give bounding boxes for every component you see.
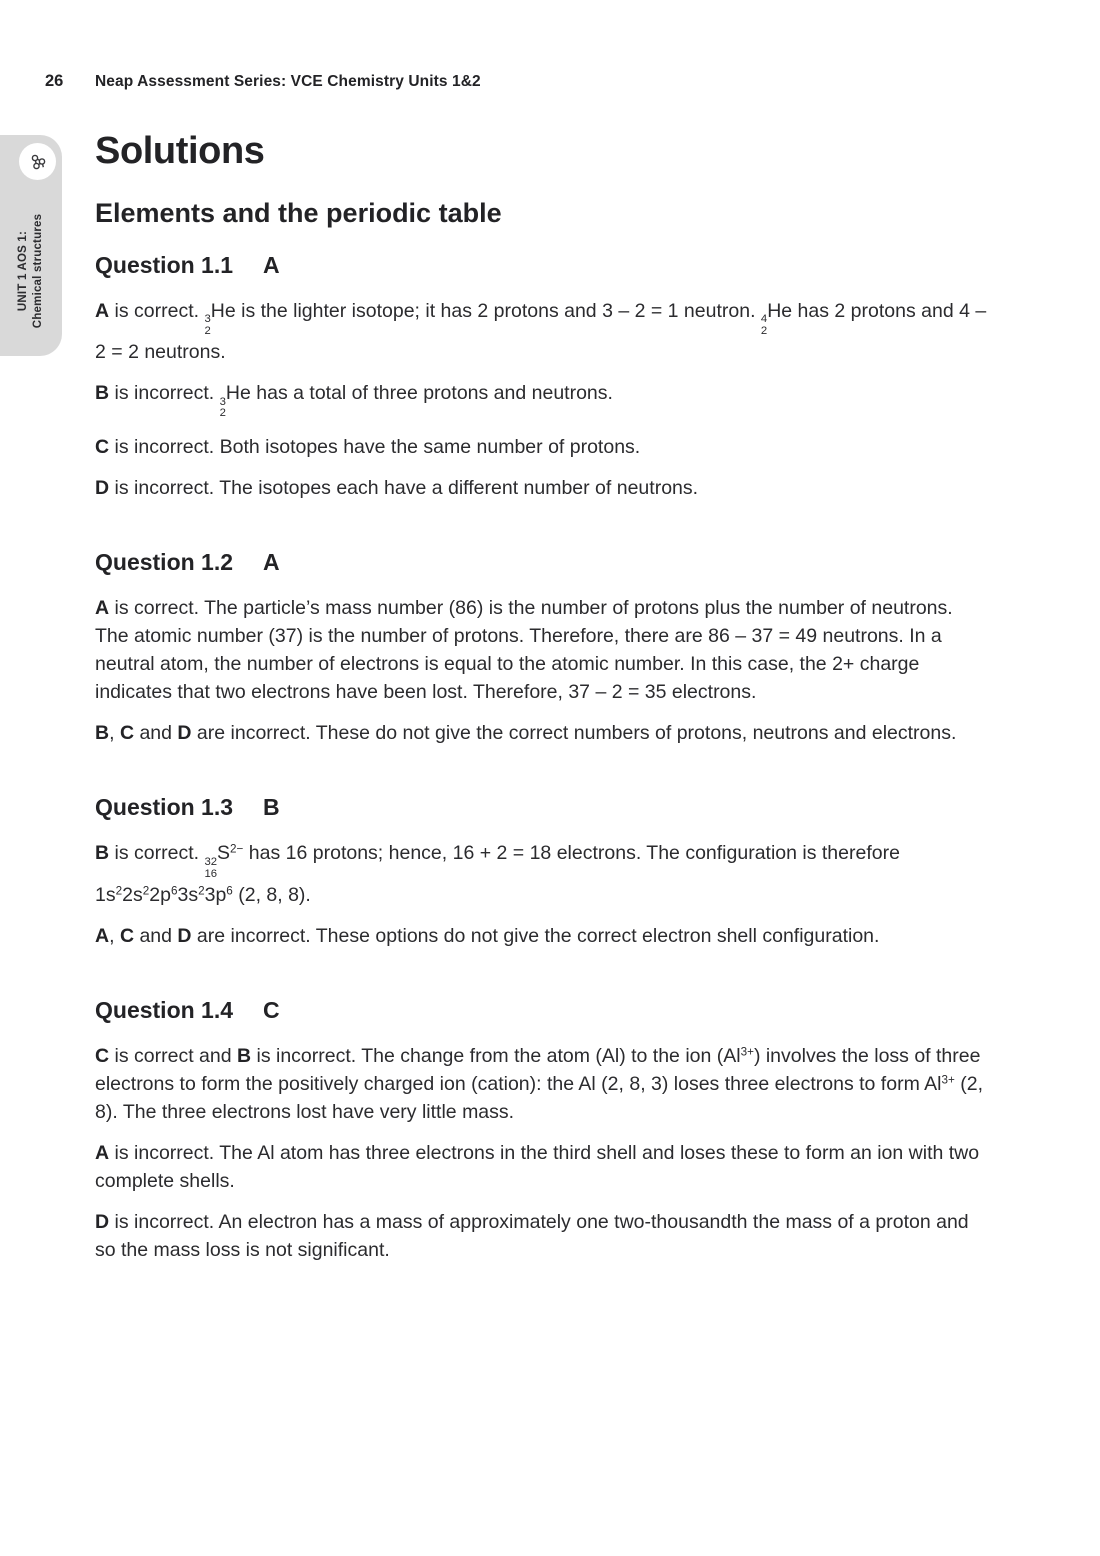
- bold-option-letter: C: [119, 722, 135, 745]
- text-run: is correct. The particle’s mass number (86) is the number of protons plus the number of neutrons. The atomic number (37) is the number of protons. Therefore, there are 86 – 37 = 49 neutrons. In a neutral atom, the number of electrons is equal to the atomic number. In this case, the 2+ charge indicates that two electrons have been lost. Therefore, 37 – 2 = 35 electrons.: [95, 597, 953, 704]
- text-run: is incorrect. Both isotopes have the same number of protons.: [109, 436, 641, 459]
- bold-option-letter: D: [95, 477, 110, 500]
- atomic-number: 2: [760, 325, 768, 338]
- text-run: and: [134, 722, 178, 745]
- text-run: ,: [109, 722, 120, 745]
- question-section: [95, 996, 988, 1264]
- question-heading: [95, 793, 988, 821]
- question-body: [95, 1042, 988, 1264]
- paragraph: [95, 1208, 988, 1264]
- question-heading: [95, 996, 988, 1024]
- paragraph: [95, 922, 988, 950]
- questions: [95, 251, 988, 1264]
- text-run: ) involves the loss of three electrons to form the positively charged ion (cation): the Al (2, 8, 3) loses three electrons to form Al: [95, 1044, 981, 1095]
- paragraph: [95, 379, 988, 420]
- question-body: [95, 594, 988, 747]
- bold-option-letter: A: [95, 924, 110, 947]
- bold-option-letter: A: [95, 597, 110, 620]
- unit-tab-circle: [19, 143, 56, 180]
- atomic-number: 2: [219, 407, 226, 420]
- bold-option-letter: B: [95, 842, 110, 865]
- question-label: Question 1.1: [95, 252, 234, 278]
- unit-tab-label: [16, 213, 46, 327]
- paragraph: [95, 474, 988, 502]
- element-symbol: S: [217, 842, 231, 865]
- paragraph: [95, 1042, 988, 1126]
- superscript: 3+: [941, 1073, 955, 1087]
- content: [95, 130, 988, 1310]
- superscript: 2: [115, 884, 123, 898]
- nuclide: [219, 382, 251, 420]
- unit-tab-line2: Chemical structures: [32, 213, 44, 328]
- unit-tab-label-wrap: [0, 193, 62, 348]
- paragraph: [95, 433, 988, 461]
- nuclide: [760, 300, 793, 338]
- unit-tab-line1: UNIT 1 AOS 1:: [17, 230, 29, 311]
- question-answer: B: [263, 794, 280, 821]
- text-run: is the lighter isotope; it has 2 protons and 3 – 2 = 1 neutron.: [235, 300, 761, 322]
- charge-superscript: 2−: [230, 842, 244, 856]
- text-run: ,: [109, 924, 120, 947]
- question-answer: C: [263, 996, 280, 1023]
- question-heading: [95, 251, 988, 279]
- nuclide-prescripts: [204, 857, 217, 881]
- text-run: is correct and: [109, 1044, 237, 1067]
- question-label: Question 1.2: [95, 549, 234, 576]
- text-run: 2p: [149, 883, 171, 906]
- text-run: is correct.: [109, 300, 205, 322]
- page-number: 26: [45, 72, 64, 90]
- nuclide: [204, 842, 244, 880]
- question-heading: [95, 548, 988, 576]
- mass-number: 3: [219, 395, 226, 408]
- paragraph: [95, 1139, 988, 1195]
- text-run: has 2 protons and 4 – 2 = 2 neutrons.: [95, 300, 987, 364]
- paragraph: [95, 719, 988, 747]
- element-symbol: He: [767, 300, 793, 322]
- bold-option-letter: D: [177, 924, 192, 947]
- question-body: [95, 839, 988, 949]
- molecule-icon: [27, 151, 49, 173]
- text-run: has a total of three protons and neutrons.: [250, 382, 613, 405]
- bold-option-letter: C: [95, 436, 110, 459]
- question-answer: A: [263, 549, 280, 576]
- paragraph: [95, 839, 988, 908]
- text-run: is incorrect. The change from the atom (Al) to the ion (Al: [251, 1044, 741, 1067]
- text-run: and: [134, 924, 178, 947]
- text-run: 2s: [122, 883, 143, 906]
- bold-option-letter: D: [177, 722, 192, 745]
- question-section: [95, 251, 988, 502]
- bold-option-letter: B: [236, 1044, 252, 1067]
- bold-option-letter: B: [95, 722, 110, 745]
- question-label: Question 1.3: [95, 794, 234, 821]
- bold-option-letter: D: [95, 1210, 110, 1233]
- text-run: is correct.: [109, 842, 205, 865]
- atomic-number: 2: [204, 325, 211, 338]
- superscript: 3+: [740, 1045, 754, 1059]
- page-header: [45, 72, 481, 91]
- text-run: are incorrect. These options do not give the correct electron shell configuration.: [191, 924, 880, 947]
- element-symbol: He: [225, 382, 251, 405]
- question-answer: A: [263, 252, 280, 278]
- text-run: (2, 8, 8).: [232, 883, 311, 906]
- text-run: is incorrect.: [109, 382, 220, 405]
- text-run: is incorrect. The Al atom has three electrons in the third shell and loses these to form an ion with two complete shells.: [95, 1141, 980, 1192]
- header-title: Neap Assessment Series: VCE Chemistry Units 1&2: [95, 73, 481, 90]
- superscript: 2: [142, 884, 150, 898]
- question-label: Question 1.4: [95, 996, 234, 1023]
- paragraph: [95, 297, 988, 366]
- bold-option-letter: B: [95, 382, 110, 405]
- superscript: 2: [198, 884, 205, 898]
- bold-option-letter: A: [95, 1141, 110, 1164]
- section-title: Elements and the periodic table: [95, 198, 502, 228]
- text-run: (2, 8). The three electrons lost have very little mass.: [95, 1072, 984, 1123]
- element-symbol: He: [210, 300, 236, 322]
- superscript: 6: [170, 884, 178, 898]
- question-body: [95, 297, 988, 502]
- question-section: [95, 793, 988, 949]
- nuclide: [204, 300, 236, 338]
- text-run: is incorrect. An electron has a mass of approximately one two-thousandth the mass of a proton and so the mass loss is not significant.: [95, 1210, 969, 1261]
- atomic-number: 16: [204, 867, 218, 880]
- text-run: is incorrect. The isotopes each have a different number of neutrons.: [109, 477, 699, 500]
- text-run: 3p: [204, 883, 227, 906]
- bold-option-letter: C: [119, 924, 135, 947]
- question-section: [95, 548, 988, 747]
- bold-option-letter: C: [95, 1044, 110, 1067]
- text-run: 3s: [177, 883, 199, 906]
- mass-number: 4: [760, 313, 768, 326]
- text-run: are incorrect. These do not give the correct numbers of protons, neutrons and electrons.: [191, 722, 957, 745]
- mass-number: 3: [204, 313, 211, 326]
- text-run: has 16 protons; hence, 16 + 2 = 18 electrons. The configuration is therefore 1s: [95, 842, 900, 906]
- unit-tab: [0, 135, 62, 356]
- superscript: 6: [226, 884, 233, 898]
- bold-option-letter: A: [95, 300, 110, 322]
- paragraph: [95, 594, 988, 706]
- mass-number: 32: [204, 855, 218, 868]
- page-title: Solutions: [95, 130, 265, 172]
